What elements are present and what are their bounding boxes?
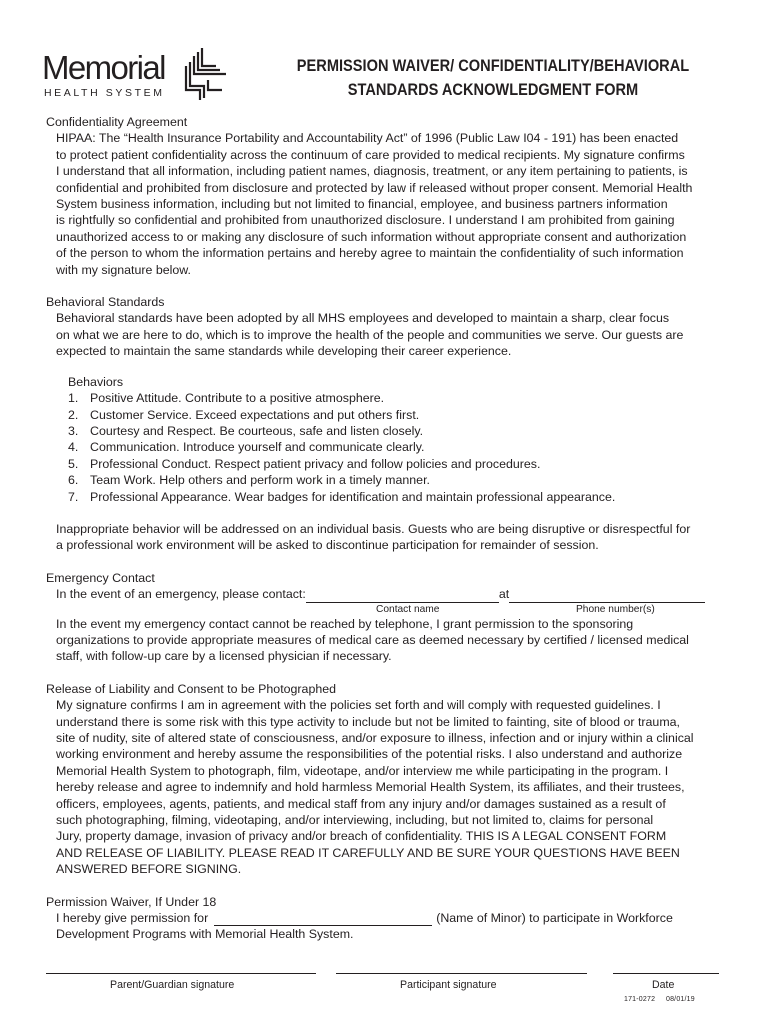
list-item [68, 439, 736, 455]
emergency-body [46, 586, 736, 665]
release-line: Memorial Health System to photograph, film, videotape, and/or interview me while participating in the program. I [56, 763, 669, 778]
date-line[interactable] [613, 973, 719, 974]
release-line: My signature confirms I am in agreement with the policies set forth and will comply with requested guidelines. I [56, 698, 661, 713]
form-title [286, 54, 700, 102]
memorial-mark-icon [176, 46, 232, 102]
contact-name-field[interactable] [306, 591, 499, 603]
confidentiality-line: confidential and prohibited from disclosure and protected by law if released without proper consent. Memorial Health [56, 180, 693, 195]
confidentiality-section [46, 114, 736, 278]
list-number: 1. [68, 391, 79, 406]
release-line: hereby release and agree to indemnify and hold harmless Memorial Health System, its affiliates, and their trustees, [56, 780, 685, 795]
emergency-captions [56, 603, 736, 616]
logo-wordmark: Memorial [42, 49, 165, 86]
guardian-signature-line[interactable] [46, 973, 316, 974]
form-title-line-2: STANDARDS ACKNOWLEDGMENT FORM [347, 80, 639, 99]
waiver-suffix: (Name of Minor) to participate in Workforce [436, 911, 673, 926]
confidentiality-body [46, 130, 736, 278]
emergency-at: at [498, 587, 510, 602]
logo-subtitle: HEALTH SYSTEM [44, 87, 165, 99]
confidentiality-line: is rightfully so confidential and prohibited from unauthorized disclosure. I understand I am prohibited from gaining [56, 213, 675, 228]
confidentiality-line: to protect patient confidentiality across the continuum of care provided to medical recipients. My signature confirms [56, 147, 685, 162]
behavioral-closing [46, 521, 736, 554]
spacer [46, 360, 736, 374]
confidentiality-line: HIPAA: The “Health Insurance Portability and Accountability Act” of 1996 (Public Law I04 - 191) has been enacted [56, 131, 679, 146]
waiver-section [46, 894, 736, 943]
date-label: Date [652, 979, 675, 991]
confidentiality-line: I understand that all information, including patient names, diagnosis, treatment, or any item pertaining to patients, is [56, 164, 688, 179]
list-item [68, 489, 736, 505]
list-item [68, 472, 736, 488]
guardian-signature-label: Parent/Guardian signature [110, 979, 235, 991]
release-body [46, 697, 736, 877]
release-line: working environment and hereby assume the responsibilities of the potential risks. I also understand and authorize [56, 747, 683, 762]
behaviors-heading: Behaviors [68, 374, 124, 389]
list-text: Communication. Introduce yourself and communicate clearly. [90, 440, 425, 455]
release-line: understand there is some risk with this type activity to include but not be limited to fainting, site of blood or trauma, [56, 714, 680, 729]
waiver-body [46, 910, 736, 943]
emergency-section [46, 570, 736, 665]
emergency-heading: Emergency Contact [46, 570, 155, 585]
list-text: Professional Conduct. Respect patient privacy and follow policies and procedures. [90, 456, 541, 471]
behavioral-heading: Behavioral Standards [46, 295, 165, 310]
spacer [46, 665, 736, 681]
signature-area [46, 955, 721, 1015]
participant-signature-line[interactable] [336, 973, 587, 974]
form-number: 171-0272 [624, 996, 656, 1003]
list-item [68, 456, 736, 472]
confidentiality-line: unauthorized access to or making any disclosure of such information without appropriate consent and authorization [56, 229, 687, 244]
list-item [68, 390, 736, 406]
emergency-line: In the event my emergency contact cannot be reached by telephone, I grant permission to the sponsoring [56, 616, 634, 631]
phone-number-field[interactable] [509, 591, 705, 603]
behavioral-section [46, 294, 736, 554]
release-line: officers, employees, agents, patients, and medical staff from any injury and/or damages sustained as a result of [56, 796, 666, 811]
behaviors-list [46, 374, 736, 505]
spacer [46, 878, 736, 894]
phone-number-caption: Phone number(s) [576, 603, 655, 615]
list-item [68, 423, 736, 439]
waiver-row [56, 910, 736, 926]
memorial-logo [42, 46, 242, 106]
waiver-line-2: Development Programs with Memorial Health System. [56, 927, 354, 942]
list-number: 5. [68, 456, 79, 471]
waiver-heading: Permission Waiver, If Under 18 [46, 894, 217, 909]
form-body [46, 114, 736, 943]
list-text: Professional Appearance. Wear badges for identification and maintain professional appearance. [90, 489, 616, 504]
release-line: AND RELEASE OF LIABILITY. PLEASE READ IT CAREFULLY AND BE SURE YOUR QUESTIONS HAVE BEEN [56, 845, 680, 860]
form-title-line-1: PERMISSION WAIVER/ CONFIDENTIALITY/BEHAVIORAL [296, 56, 690, 75]
behavioral-closing-line: a professional work environment will be asked to discontinue participation for remainder of session. [56, 538, 599, 553]
confidentiality-line: System business information, including but not limited to financial, employee, and business partners information [56, 197, 668, 212]
list-text: Team Work. Help others and perform work in a timely manner. [90, 473, 430, 488]
behavioral-closing-line: Inappropriate behavior will be addressed on an individual basis. Guests who are being disruptive or disrespectful for [56, 521, 691, 536]
list-number: 3. [68, 423, 79, 438]
spacer [46, 278, 736, 294]
behavioral-line: Behavioral standards have been adopted by all MHS employees and developed to maintain a sharp, clear focus [56, 311, 670, 326]
form-date: 08/01/19 [666, 996, 695, 1003]
confidentiality-line: with my signature below. [56, 262, 191, 277]
release-line: Jury, property damage, invasion of privacy and/or breach of confidentiality. THIS IS A LEGAL CONSENT FORM [56, 829, 667, 844]
emergency-contact-row [56, 586, 736, 602]
list-number: 7. [68, 489, 79, 504]
spacer [46, 554, 736, 570]
emergency-prompt: In the event of an emergency, please contact: [56, 587, 306, 602]
list-number: 6. [68, 473, 79, 488]
spacer [46, 505, 736, 521]
participant-signature-label: Participant signature [400, 979, 497, 991]
behavioral-line: expected to maintain the same standards while developing their career experience. [56, 344, 512, 359]
behavioral-body [46, 310, 736, 359]
list-number: 4. [68, 440, 79, 455]
release-section [46, 681, 736, 878]
list-item [68, 407, 736, 423]
minor-name-field[interactable] [214, 914, 432, 926]
list-text: Positive Attitude. Contribute to a positive atmosphere. [90, 391, 385, 406]
confidentiality-heading: Confidentiality Agreement [46, 115, 188, 129]
release-heading: Release of Liability and Consent to be Photographed [46, 681, 337, 696]
confidentiality-line: of the person to whom the information pertains and hereby agree to maintain the confidentiality of such information [56, 246, 684, 261]
list-text: Customer Service. Exceed expectations and put others first. [90, 407, 420, 422]
waiver-prefix: I hereby give permission for [56, 911, 209, 926]
release-line: site of nudity, site of altered state of consciousness, and/or exposure to illness, infection and or injury within a clinical [56, 731, 694, 745]
list-text: Courtesy and Respect. Be courteous, safe and listen closely. [90, 423, 424, 438]
list-number: 2. [68, 407, 79, 422]
release-line: such photographing, filming, videotaping, and/or interviewing, including, but not limited to, claims for personal [56, 813, 654, 828]
emergency-line: organizations to provide appropriate measures of medical care as deemed necessary by certified / licensed medical [56, 632, 689, 647]
contact-name-caption: Contact name [376, 603, 440, 615]
emergency-line: staff, with follow-up care by a licensed physician if necessary. [56, 649, 392, 664]
behavioral-line: on what we are here to do, which is to improve the health of the people and communities we serve. Our guests are [56, 327, 684, 342]
release-line: ANSWERED BEFORE SIGNING. [56, 862, 242, 877]
